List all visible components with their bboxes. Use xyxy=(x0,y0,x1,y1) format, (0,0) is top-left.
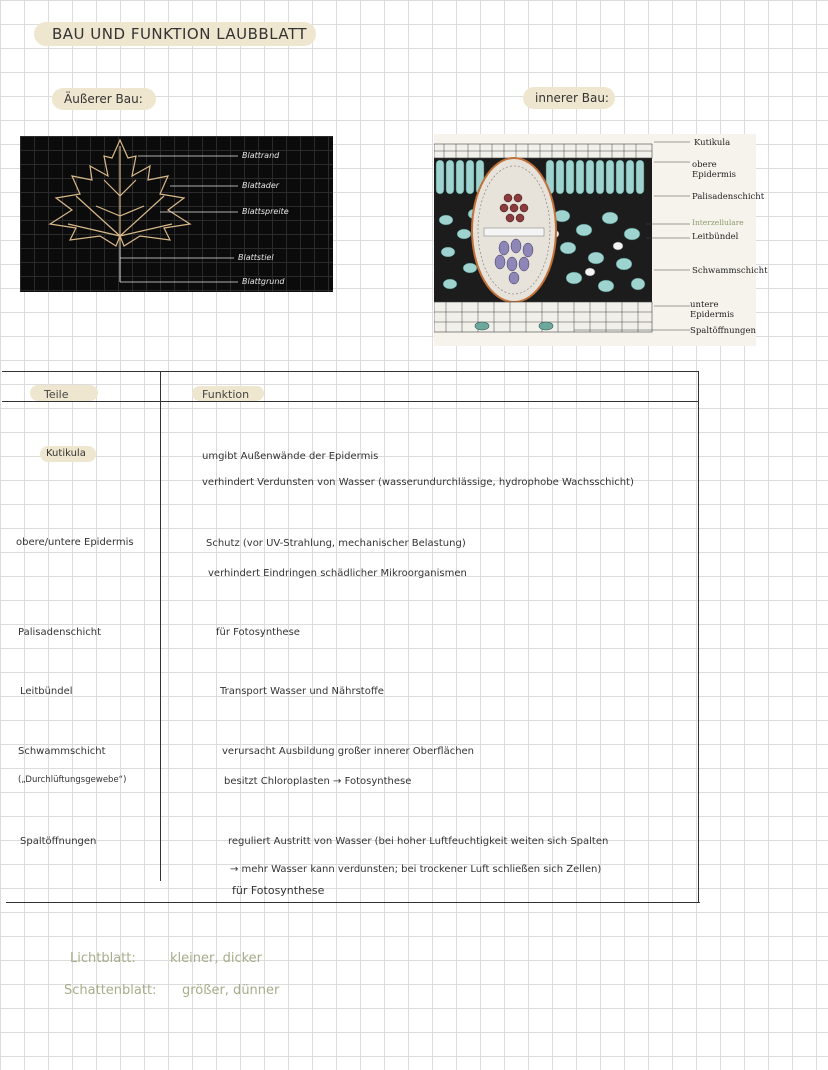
table-row-function: reguliert Austritt von Wasser (bei hoher Luftfeuchtigkeit weiten sich Spalten xyxy=(228,836,609,847)
shade-leaf-value: größer, dünner xyxy=(182,983,280,998)
label-blattgrund: Blattgrund xyxy=(242,277,285,286)
label-leitbuendel: Leitbündel xyxy=(692,232,739,242)
label-untere-epidermis: untere Epidermis xyxy=(690,300,735,320)
table-row-part: Kutikula xyxy=(46,448,86,459)
label-blattader: Blattader xyxy=(242,181,280,190)
table-row-part: („Durchlüftungsgewebe“) xyxy=(18,775,127,785)
table-row-function: für Fotosynthese xyxy=(216,627,300,638)
label-interzellulare: Interzellulare xyxy=(692,218,744,227)
label-spaltoeffnungen: Spaltöffnungen xyxy=(690,326,756,336)
table-top-border xyxy=(2,371,698,372)
table-row-function: umgibt Außenwände der Epidermis xyxy=(202,451,379,462)
table-row-function: besitzt Chloroplasten → Fotosynthese xyxy=(224,776,412,787)
table-row-function: für Fotosynthese xyxy=(232,884,325,897)
sun-leaf-value: kleiner, dicker xyxy=(170,951,263,966)
table-header-border xyxy=(2,401,698,402)
leaf-cross-section-diagram xyxy=(434,134,768,346)
table-row-function: Transport Wasser und Nährstoffe xyxy=(220,686,384,697)
label-blattstiel: Blattstiel xyxy=(238,253,274,262)
table-row-function: Schutz (vor UV-Strahlung, mechanischer Belastung) xyxy=(206,538,466,549)
label-palisadenschicht: Palisadenschicht xyxy=(692,192,765,202)
table-row-function: → mehr Wasser kann verdunsten; bei trockener Luft schließen sich Zellen) xyxy=(230,864,602,875)
col-header-parts: Teile xyxy=(44,388,69,401)
shade-leaf-label: Schattenblatt: xyxy=(64,983,157,998)
col-header-function: Funktion xyxy=(202,388,250,401)
page-title: BAU UND FUNKTION LAUBBLATT xyxy=(52,25,308,43)
label-kutikula: Kutikula xyxy=(694,138,731,148)
outer-heading: Äußerer Bau: xyxy=(64,92,143,106)
table-bottom-border xyxy=(6,902,700,903)
table-right-border xyxy=(698,371,699,902)
table-divider xyxy=(160,371,161,881)
label-blattrand: Blattrand xyxy=(242,151,280,160)
table-row-part: Schwammschicht xyxy=(18,746,106,757)
table-row-part: Leitbündel xyxy=(20,686,73,697)
table-row-function: verursacht Ausbildung großer innerer Oberflächen xyxy=(222,746,475,757)
label-blattspreite: Blattspreite xyxy=(242,207,289,216)
table-row-function: verhindert Verdunsten von Wasser (wasserundurchlässige, hydrophobe Wachsschicht) xyxy=(202,477,634,488)
table-row-part: Spaltöffnungen xyxy=(20,836,97,847)
table-row-function: verhindert Eindringen schädlicher Mikroorganismen xyxy=(208,568,467,579)
leaf-outer-diagram xyxy=(20,136,333,292)
sun-leaf-label: Lichtblatt: xyxy=(70,951,136,966)
inner-heading: innerer Bau: xyxy=(535,91,609,105)
label-obere-epidermis: obere Epidermis xyxy=(692,160,737,180)
table-row-part: Palisadenschicht xyxy=(18,627,102,638)
table-row-part: obere/untere Epidermis xyxy=(16,537,134,548)
label-schwammschicht: Schwammschicht xyxy=(692,266,768,276)
